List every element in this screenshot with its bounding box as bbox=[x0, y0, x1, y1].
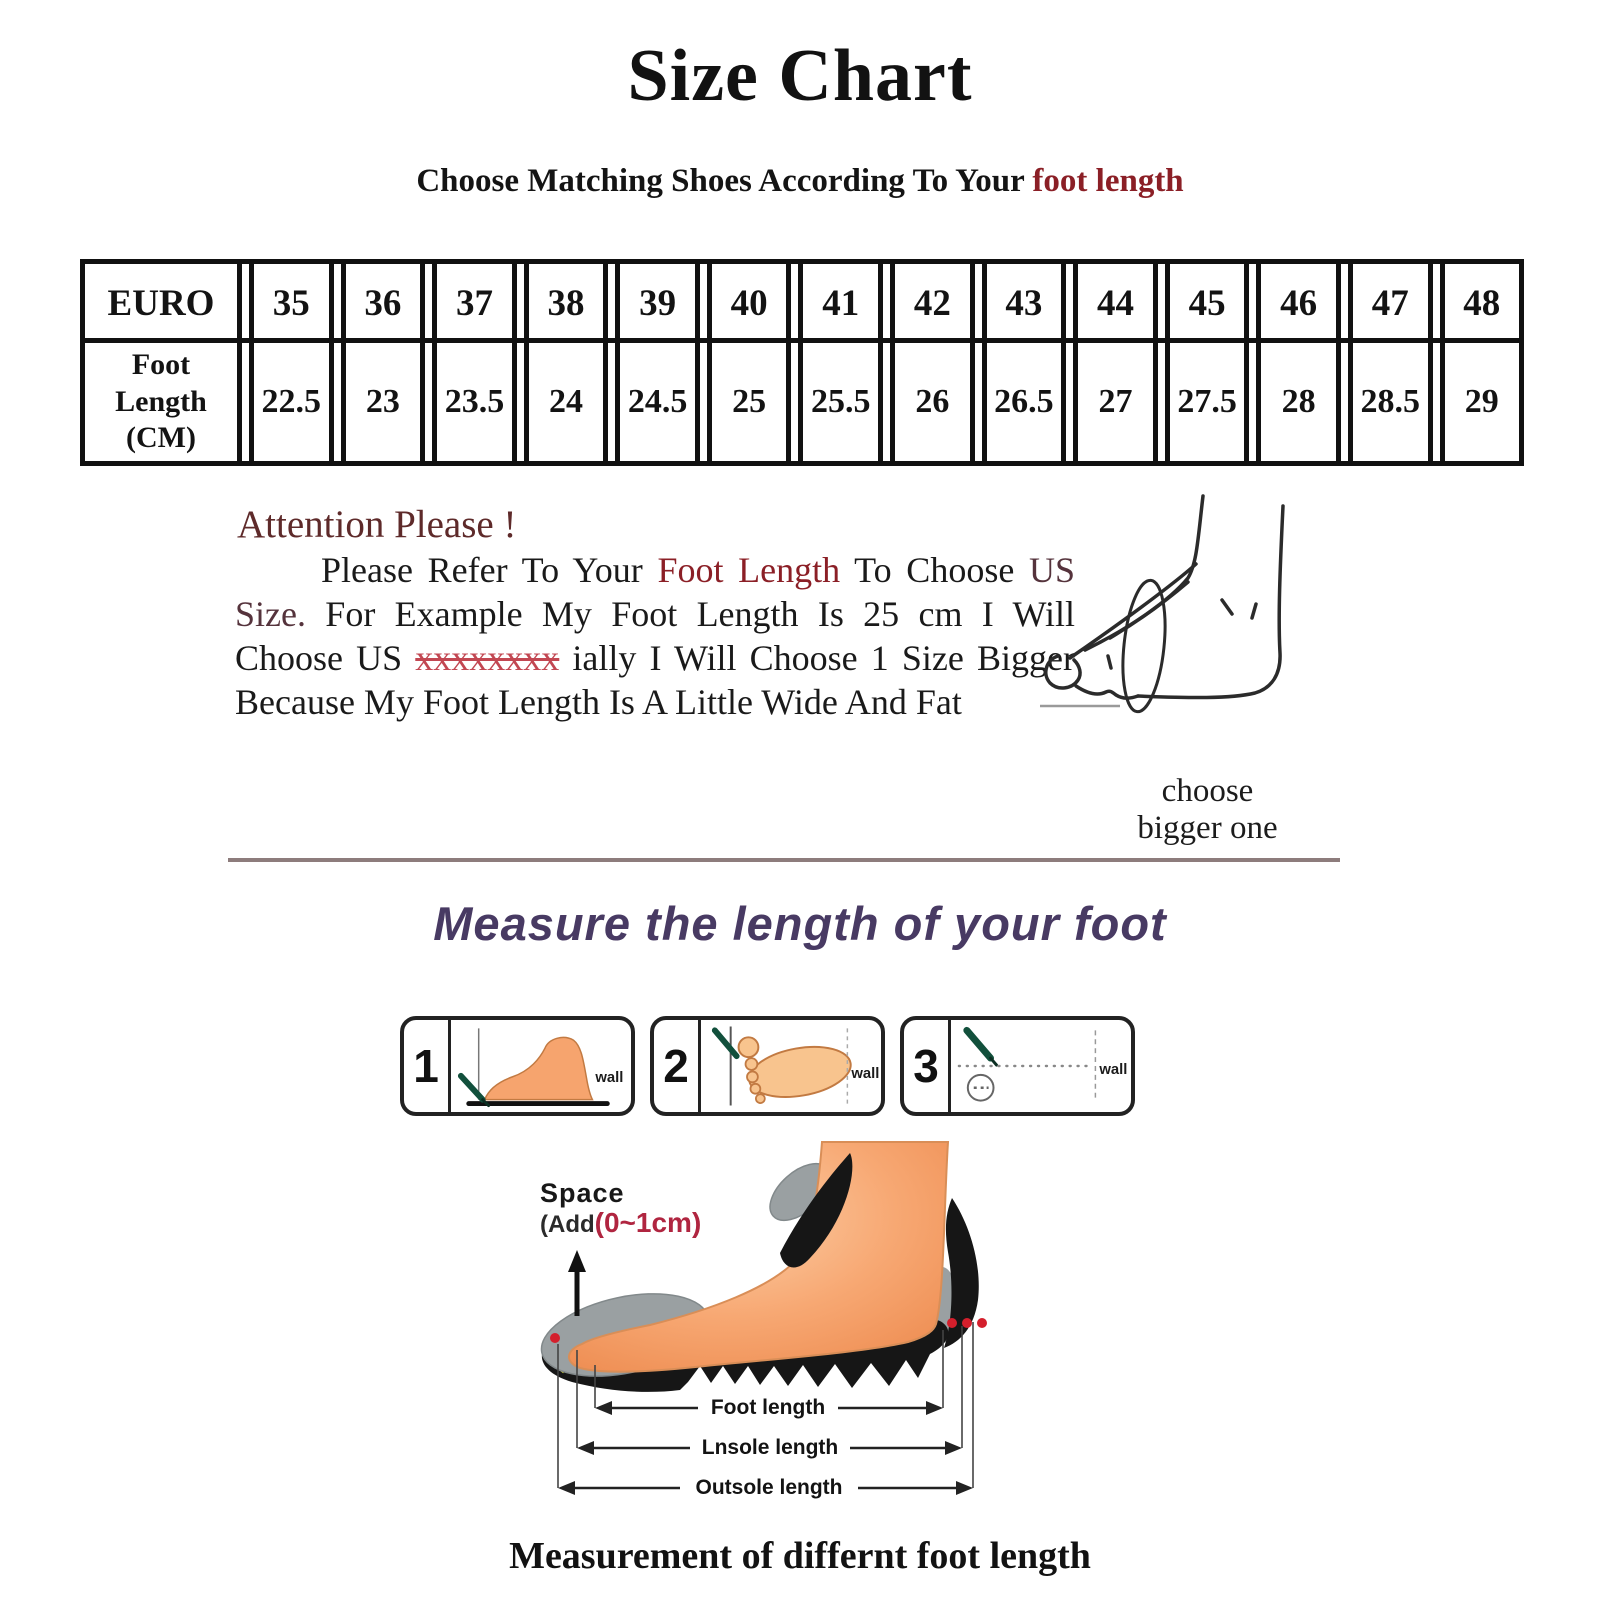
table-column bbox=[432, 264, 517, 461]
subtitle bbox=[0, 163, 1600, 200]
euro-size: 44 bbox=[1096, 283, 1134, 324]
attention-text: ially I Will Choose 1 Size Bigger Because My Foot Length Is A Little Wide And Fat bbox=[235, 638, 1075, 722]
foot-length-cm: 23 bbox=[365, 383, 400, 420]
space-range-text: (0~1cm) bbox=[594, 1207, 702, 1238]
table-column bbox=[1073, 264, 1158, 461]
table-column bbox=[1165, 264, 1250, 461]
table-column bbox=[249, 264, 334, 461]
insole-length-arrow-label: Lnsole length bbox=[701, 1436, 839, 1459]
attention-text: For Example My Foot Length Is 25 cm I Will Choose US bbox=[235, 594, 1075, 678]
foot-length-cm: 27.5 bbox=[1177, 383, 1237, 420]
step-3-illustration bbox=[951, 1020, 1131, 1112]
subtitle-highlight: foot length bbox=[1032, 163, 1184, 199]
foot-length-cm: 28 bbox=[1281, 383, 1316, 420]
step-panel-2 bbox=[650, 1016, 885, 1116]
page-title: Size Chart bbox=[627, 35, 973, 117]
step-panel-3 bbox=[900, 1016, 1135, 1116]
section-divider bbox=[228, 858, 1340, 862]
foot-length-cm: 24.5 bbox=[627, 383, 688, 420]
foot-length-cm: 29 bbox=[1464, 383, 1499, 420]
bottom-caption: Measurement of differnt foot length bbox=[509, 1535, 1091, 1577]
euro-size: 36 bbox=[364, 283, 402, 324]
step-number: 2 bbox=[654, 1020, 701, 1112]
measuring-steps bbox=[400, 1016, 1135, 1116]
table-column bbox=[798, 264, 883, 461]
attention-text: To Choose bbox=[840, 550, 1029, 590]
foot-measurement-diagram bbox=[500, 1120, 1020, 1520]
euro-size: 40 bbox=[730, 283, 768, 324]
table-column bbox=[1256, 264, 1341, 461]
measure-heading: Measure the length of your foot bbox=[433, 897, 1167, 950]
attention-heading: Attention Please ! bbox=[237, 503, 517, 546]
step-number: 3 bbox=[904, 1020, 951, 1112]
size-table bbox=[80, 259, 1524, 466]
foot-length-cm: 25.5 bbox=[811, 383, 871, 420]
step-2-illustration bbox=[701, 1020, 881, 1112]
euro-size: 41 bbox=[822, 283, 860, 324]
table-column bbox=[1440, 264, 1525, 461]
space-label-line1: Space bbox=[540, 1178, 625, 1208]
wall-label: wall bbox=[595, 1069, 624, 1086]
wall-label: wall bbox=[851, 1065, 880, 1082]
euro-size: 43 bbox=[1005, 283, 1043, 324]
attention-paragraph bbox=[235, 548, 1075, 724]
wall-label: wall bbox=[1099, 1061, 1128, 1078]
step-1-illustration bbox=[451, 1020, 631, 1112]
table-column bbox=[341, 264, 426, 461]
euro-size: 35 bbox=[272, 283, 310, 324]
note-line-2: bigger one bbox=[1137, 810, 1278, 846]
foot-length-cm: 28.5 bbox=[1360, 383, 1420, 420]
table-column bbox=[524, 264, 609, 461]
table-header-column bbox=[80, 264, 242, 461]
foot-length-cm: 26 bbox=[915, 383, 950, 420]
table-header-foot-length: Foot Length (CM) bbox=[115, 348, 207, 455]
euro-size: 45 bbox=[1188, 283, 1226, 324]
foot-length-cm: 27 bbox=[1098, 383, 1133, 420]
subtitle-text: Choose Matching Shoes According To Your bbox=[416, 163, 1033, 199]
table-column bbox=[707, 264, 792, 461]
table-row-divider bbox=[80, 338, 1524, 343]
choose-bigger-note bbox=[1095, 773, 1320, 847]
foot-length-cm: 25 bbox=[732, 383, 767, 420]
table-column bbox=[1348, 264, 1433, 461]
euro-size: 42 bbox=[913, 283, 951, 324]
foot-length-cm: 26.5 bbox=[994, 383, 1054, 420]
foot-sketch-illustration bbox=[1040, 478, 1320, 728]
foot-length-cm: 24 bbox=[549, 383, 584, 420]
attention-text: Please Refer To Your bbox=[321, 550, 658, 590]
space-label bbox=[540, 1178, 701, 1243]
step-panel-1 bbox=[400, 1016, 635, 1116]
attention-highlight-us-size: US Size. bbox=[235, 550, 1076, 634]
attention-strikethrough: xxxxxxxx bbox=[415, 638, 560, 678]
euro-size: 46 bbox=[1280, 283, 1318, 324]
table-column bbox=[615, 264, 700, 461]
attention-highlight-foot-length: Foot Length bbox=[657, 550, 841, 590]
outsole-length-arrow-label: Outsole length bbox=[695, 1476, 843, 1499]
foot-length-arrow-label: Foot length bbox=[710, 1396, 826, 1419]
table-column bbox=[982, 264, 1067, 461]
euro-size: 48 bbox=[1463, 283, 1501, 324]
foot-length-cm: 23.5 bbox=[444, 383, 505, 420]
table-header-euro: EURO bbox=[107, 283, 215, 324]
space-add-text: (Add bbox=[540, 1211, 595, 1238]
table-column bbox=[890, 264, 975, 461]
step-number: 1 bbox=[404, 1020, 451, 1112]
euro-size: 39 bbox=[639, 283, 677, 324]
space-label-line2 bbox=[540, 1208, 701, 1243]
euro-size: 47 bbox=[1371, 283, 1409, 324]
euro-size: 38 bbox=[547, 283, 585, 324]
euro-size: 37 bbox=[455, 283, 493, 324]
foot-length-cm: 22.5 bbox=[261, 383, 322, 420]
note-line-1: choose bbox=[1161, 773, 1254, 809]
